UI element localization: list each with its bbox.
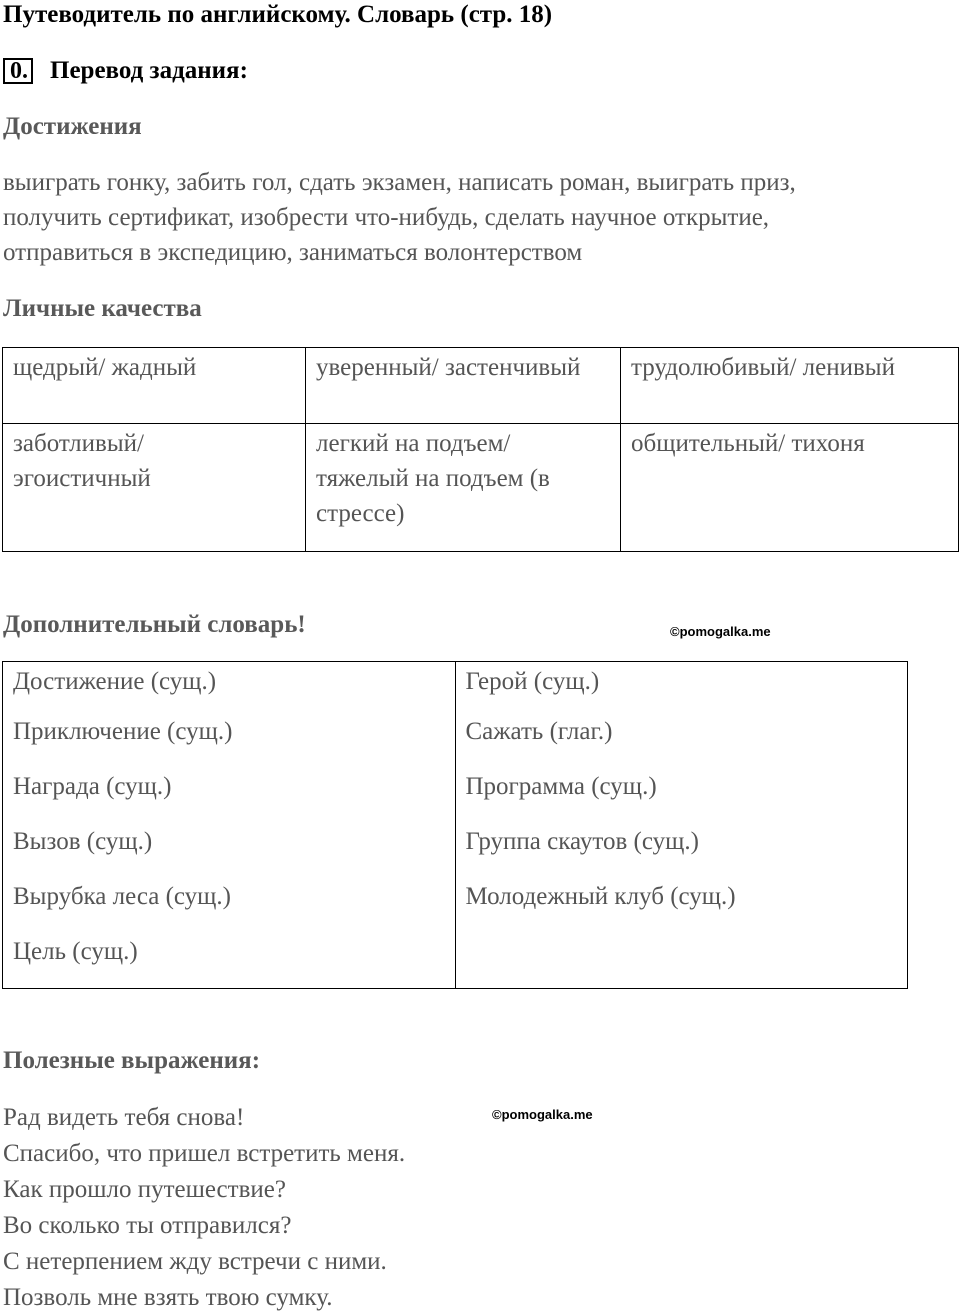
list-item: Группа скаутов (сущ.)	[465, 828, 699, 855]
qualities-table	[2, 347, 959, 552]
table-cell: трудолюбивый/ ленивый	[621, 348, 959, 424]
list-item: Программа (сущ.)	[465, 773, 657, 800]
list-item: Награда (сущ.)	[13, 773, 172, 800]
watermark: ©pomogalka.me	[670, 624, 771, 639]
achievements-line: отправиться в экспедицию, заниматься волонтерством	[3, 239, 583, 266]
page-title: Путеводитель по английскому. Словарь (стр. 18)	[3, 1, 553, 28]
table-row	[3, 424, 959, 552]
table-cell: общительный/ тихоня	[621, 424, 959, 552]
vocab-column-left	[3, 662, 456, 989]
list-item: Вырубка леса (сущ.)	[13, 883, 232, 910]
vocab-column-right	[455, 662, 908, 989]
phrase-line: Во сколько ты отправился?	[3, 1212, 292, 1239]
achievements-heading: Достижения	[3, 113, 142, 140]
watermark: ©pomogalka.me	[492, 1107, 593, 1122]
phrase-line: Позволь мне взять твою сумку.	[3, 1284, 333, 1311]
task-header	[3, 56, 248, 86]
phrases-heading: Полезные выражения:	[3, 1047, 261, 1074]
table-cell: легкий на подъем/ тяжелый на подъем (в стрессе)	[306, 424, 621, 552]
achievements-line: выиграть гонку, забить гол, сдать экзамен, написать роман, выиграть приз,	[3, 169, 796, 196]
list-item: Молодежный клуб (сущ.)	[465, 883, 736, 910]
qualities-heading: Личные качества	[3, 295, 202, 322]
list-item: Достижение (сущ.)	[13, 668, 217, 695]
table-cell: уверенный/ застенчивый	[306, 348, 621, 424]
list-item: Сажать (глаг.)	[465, 718, 613, 745]
task-number-box: 0.	[3, 58, 33, 84]
vocab-table	[2, 661, 908, 989]
table-row	[3, 348, 959, 424]
list-item: Цель (сущ.)	[13, 938, 138, 965]
phrase-line: Спасибо, что пришел встретить меня.	[3, 1140, 406, 1167]
phrase-line: Как прошло путешествие?	[3, 1176, 286, 1203]
phrases-list	[3, 1100, 903, 1316]
list-item: Приключение (сущ.)	[13, 718, 233, 745]
table-cell: заботливый/ эгоистичный	[3, 424, 306, 552]
phrase-line: Рад видеть тебя снова!	[3, 1104, 245, 1131]
achievements-line: получить сертификат, изобрести что-нибудь, сделать научное открытие,	[3, 204, 770, 231]
task-label: Перевод задания:	[50, 57, 248, 84]
list-item: Герой (сущ.)	[465, 668, 600, 695]
table-row	[3, 662, 908, 989]
list-item: Вызов (сущ.)	[13, 828, 153, 855]
vocab-heading: Дополнительный словарь!	[3, 611, 306, 638]
phrase-line: С нетерпением жду встречи с ними.	[3, 1248, 387, 1275]
achievements-text	[3, 165, 903, 270]
table-cell: щедрый/ жадный	[3, 348, 306, 424]
